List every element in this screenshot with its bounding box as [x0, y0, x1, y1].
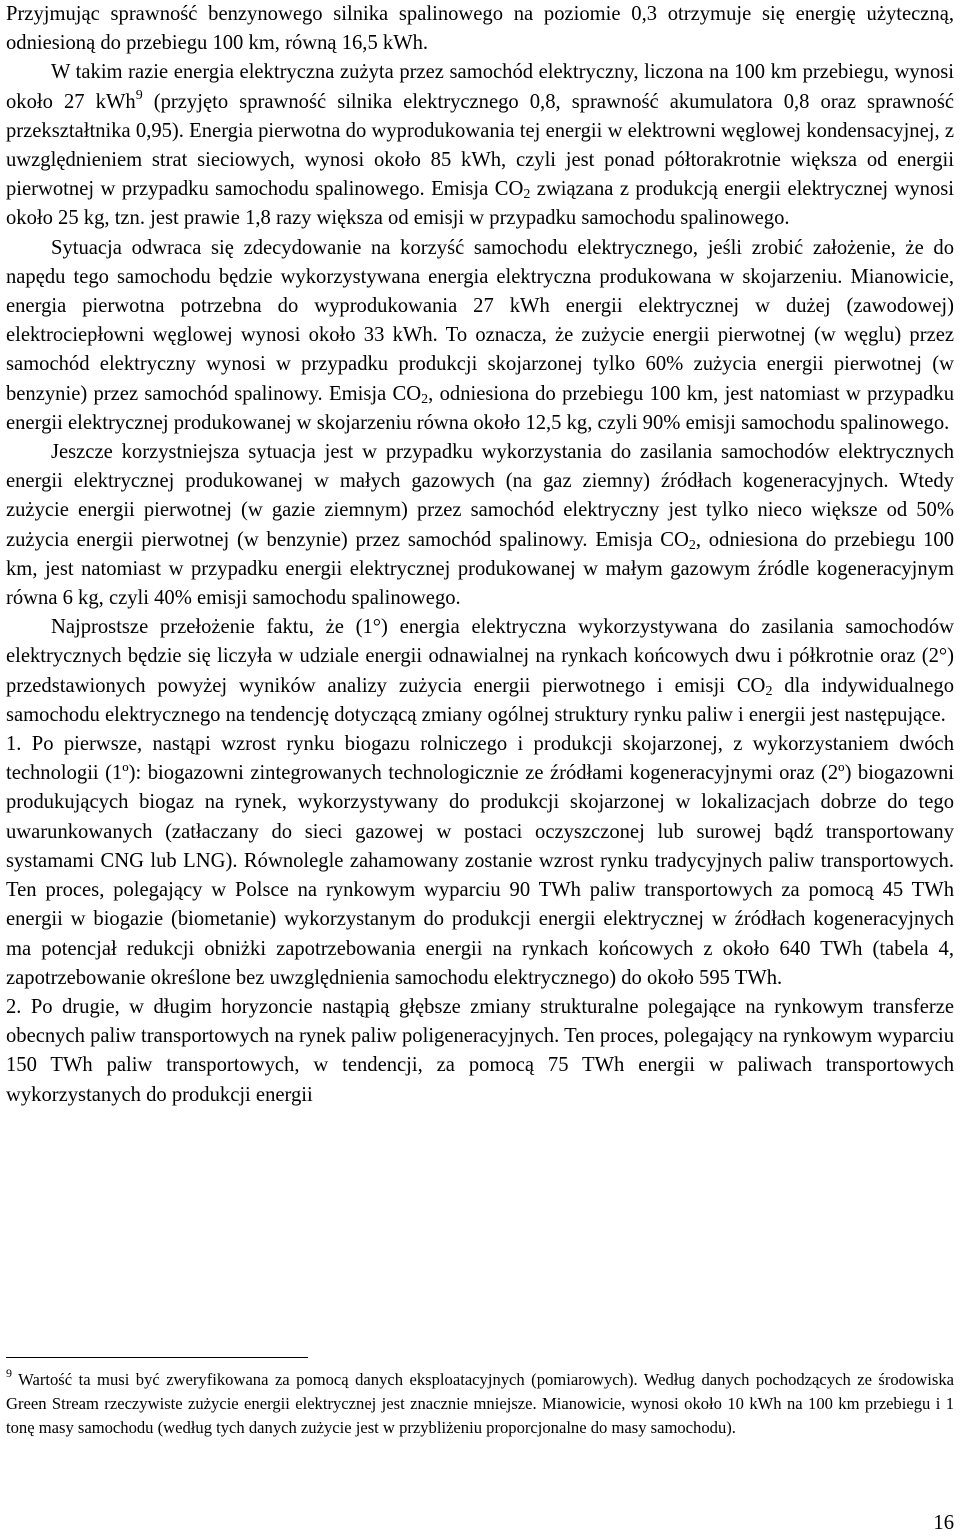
paragraph-3-part-2: , odniesiona do przebiegu 100 km, jest natomiast w przypadku energii elektrycznej produkowanej w skojarzeniu równa około 12,5 kg, czyli 90% emisji samochodu spalinowego.: [6, 382, 954, 434]
paragraph-4-part-2: , odniesiona do przebiegu 100 km, jest natomiast w przypadku energii elektrycznej produkowanej w małym gazowym źródle kogeneracyjnym równa 6 kg, czyli 40% emisji samochodu spalinowego.: [6, 528, 954, 610]
co2-subscript: 2: [765, 683, 773, 699]
paragraph-5: [6, 613, 954, 730]
co2-subscript: 2: [688, 537, 696, 553]
list-item-2: [6, 993, 954, 1110]
footnotes: [6, 1368, 954, 1441]
co2-subscript: 2: [421, 391, 429, 407]
paragraph-2-part-1: W takim razie energia elektryczna zużyta przez samochód elektryczny, liczona na 100 km przebiegu, wynosi około 27 kWh: [6, 61, 954, 113]
paragraph-1: [6, 0, 954, 58]
paragraph-2: [6, 58, 954, 233]
paragraph-3: [6, 234, 954, 438]
footnote-9: [6, 1368, 954, 1441]
paragraph-2-part-3: związana z produkcją energii elektrycznej wynosi około 25 kg, tzn. jest prawie 1,8 razy większa od emisji w przypadku samochodu spalinowego.: [6, 178, 954, 230]
paragraph-4: [6, 438, 954, 613]
paragraph-4-part-1: Jeszcze korzystniejsza sytuacja jest w przypadku wykorzystania do zasilania samochodów elektrycznych energii elektrycznej produkowanej w małych gazowych (na gaz ziemny) źródłach kogeneracyjnych. Wtedy zużycie energii pierwotnej (w gazie ziemnym) przez samochód elektryczny jest tylko nieco większe od 50% zużycia energii pierwotnej (w benzynie) przez samochód spalinowy. Emisja CO: [6, 441, 954, 551]
footnote-separator: [6, 1357, 308, 1358]
document-page: [6, 0, 954, 1110]
footnote-reference: 9: [135, 87, 143, 103]
paragraph-5-part-1: Najprostsze przełożenie faktu, że (1°) energia elektryczna wykorzystywana do zasilania samochodów elektrycznych będzie się liczyła w udziale energii odnawialnej na rynkach końcowych dwu i półkrotnie oraz (2°) przedstawionych powyżej wyników analizy zużycia energii pierwotnego i emisji CO: [6, 616, 954, 697]
list-item-1-text: 1. Po pierwsze, nastąpi wzrost rynku biogazu rolniczego i produkcji skojarzonej, z wykorzystaniem dwóch technologii (1º): biogazowni zintegrowanych technologicznie ze źródłami kogeneracyjnymi oraz (2º) biogazowni produkujących biogaz na rynek, wykorzystywany do produkcji skojarzonej w lokalizacjach dobrze do tego uwarunkowanych (zatłaczany do sieci gazowej w postaci oczyszczonej lub surowej bądź transportowany systamami CNG lub LNG). Równolegle zahamowany zostanie wzrost rynku tradycyjnych paliw transportowych. Ten proces, polegający w Polsce na rynkowym wyparciu 90 TWh paliw transportowych za pomocą 45 TWh energii w biogazie (biometanie) wykorzystanym do produkcji energii elektrycznej w źródłach kogeneracyjnych ma potencjał redukcji obniżki zapotrzebowania energii na rynkach końcowych z około 640 TWh (tabela 4, zapotrzebowanie określone bez uwzględnienia samochodu elektrycznego) do około 595 TWh.: [6, 733, 954, 989]
co2-subscript: 2: [523, 187, 531, 203]
body-text: [6, 0, 954, 1110]
list-item-2-text: 2. Po drugie, w długim horyzoncie nastąpią głębsze zmiany strukturalne polegające na rynkowym transferze obecnych paliw transportowych na rynek paliw poligeneracyjnych. Ten proces, polegający na rynkowym wyparciu 150 TWh paliw transportowych, w tendencji, za pomocą 75 TWh energii w paliwach transportowych wykorzystanych do produkcji energii: [6, 995, 954, 1106]
page-number: 16: [933, 1512, 954, 1534]
footnote-text: Wartość ta musi być zweryfikowana za pomocą danych eksploatacyjnych (pomiarowych). Według danych pochodzących ze środowiska Green Stream rzeczywiste zużycie energii elektrycznej jest znacznie mniejsze. Mianowicie, wynosi około 10 kWh na 100 km przebiegu i 1 tonę masy samochodu (według tych danych zużycie jest w przybliżeniu proporcjonalne do masy samochodu).: [6, 1370, 954, 1438]
paragraph-3-part-1: Sytuacja odwraca się zdecydowanie na korzyść samochodu elektrycznego, jeśli zrobić założenie, że do napędu tego samochodu będzie wykorzystywana energia elektryczna produkowana w skojarzeniu. Mianowicie, energia pierwotna potrzebna do wyprodukowania 27 kWh energii elektrycznej w dużej (zawodowej) elektrociepłowni węglowej wynosi około 33 kWh. To oznacza, że zużycie energii pierwotnej (w węglu) przez samochód elektryczny wynosi w przypadku produkcji skojarzonej tylko 60% zużycia energii pierwotnej (w benzynie) przez samochód spalinowy. Emisja CO: [6, 236, 954, 405]
paragraph-5-part-2: dla indywidualnego samochodu elektrycznego na tendencję dotyczącą zmiany ogólnej struktury rynku paliw i energii jest następujące.: [6, 674, 955, 726]
paragraph-2-part-2: (przyjęto sprawność silnika elektrycznego 0,8, sprawność akumulatora 0,8 oraz sprawność przekształtnika 0,95). Energia pierwotna do wyprodukowania tej energii w elektrowni węglowej kondensacyjnej, z uwzględnieniem strat sieciowych, wynosi około 85 kWh, czyli jest ponad półtorakrotnie większa od energii pierwotnej w przypadku samochodu spalinowego. Emisja CO: [6, 90, 954, 201]
paragraph-1-text: Przyjmując sprawność benzynowego silnika spalinowego na poziomie 0,3 otrzymuje się energię użyteczną, odniesioną do przebiegu 100 km, równą 16,5 kWh.: [6, 3, 954, 55]
list-item-1: [6, 730, 954, 993]
footnote-number: 9: [6, 1366, 12, 1380]
